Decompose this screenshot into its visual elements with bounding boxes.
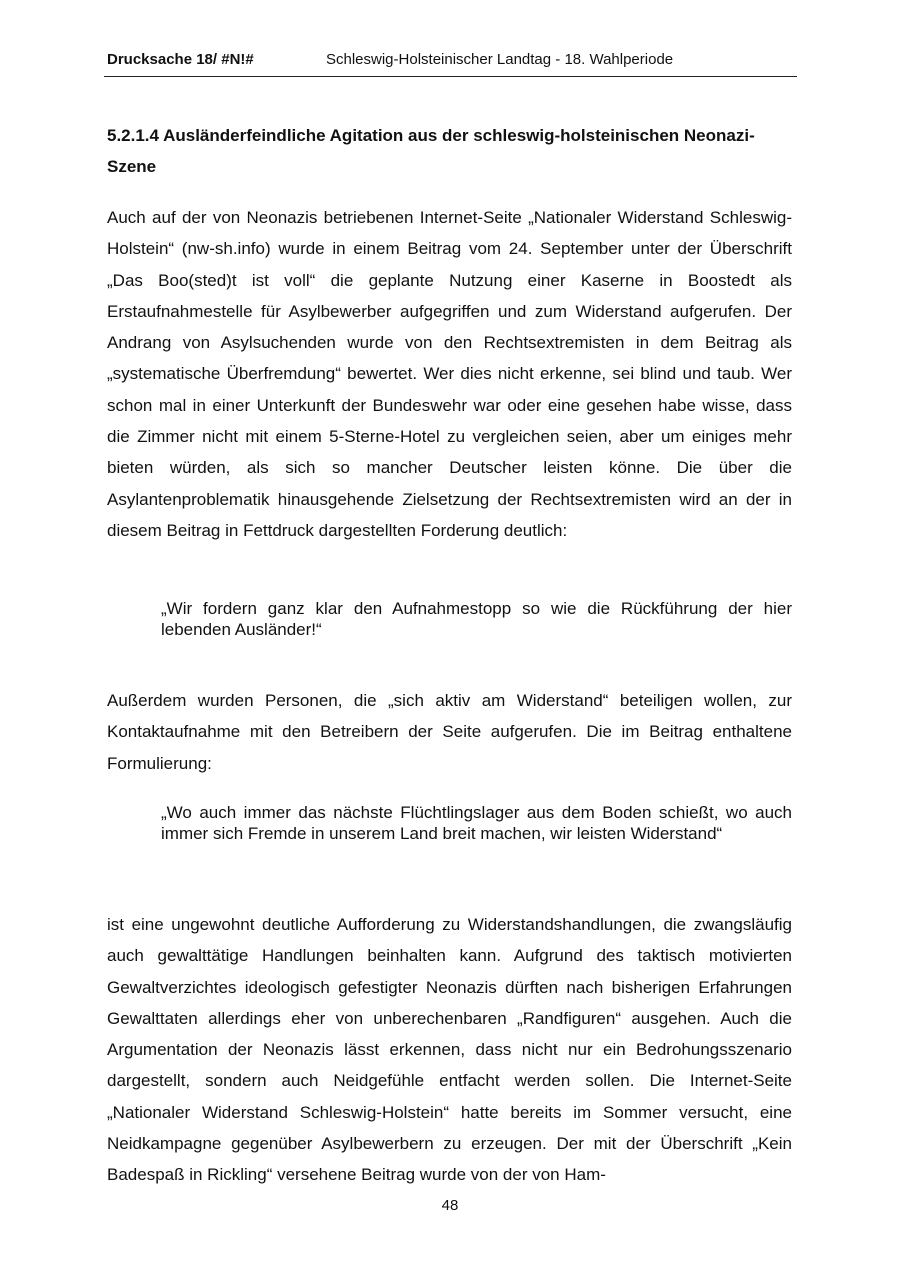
document-number: Drucksache 18/ #N!# [107, 51, 254, 68]
paragraph-3: ist eine ungewohnt deutliche Aufforderung zu Widerstandshandlungen, die zwangsläufig auch gewalttätige Handlungen beinhalten kann. Aufgrund des taktisch motivierten Gewaltverzichtes ideologisch gefestigter Neonazis dürften nach bisherigen Erfahrungen Gewalttaten allerdings eher von unberechenbaren „Randfiguren“ ausgehen. Auch die Argumentation der Neonazis lässt erkennen, dass nicht nur ein Bedrohungsszenario dargestellt, sondern auch Neidgefühle entfacht werden sollen. Die Internet-Seite „Nationaler Widerstand Schleswig-Holstein“ hatte bereits im Sommer versucht, eine Neidkampagne gegenüber Asylbewerbern zu erzeugen. Der mit der Überschrift „Kein Badespaß in Rickling“ versehene Beitrag wurde von der von Ham- [107, 915, 792, 1185]
page-number: 48 [441, 1197, 459, 1214]
quote-1: „Wir fordern ganz klar den Aufnahmestopp so wie die Rückführung der hier lebenden Ausländer!“ [161, 599, 792, 639]
section-heading: 5.2.1.4 Ausländerfeindliche Agitation aus der schleswig-holsteinischen Neonazi-Szene [107, 126, 755, 176]
page-header [104, 50, 796, 70]
paragraph-2: Außerdem wurden Personen, die „sich aktiv am Widerstand“ beteiligen wollen, zur Kontaktaufnahme mit den Betreibern der Seite aufgerufen. Die im Beitrag enthaltene Formulierung: [107, 691, 792, 773]
quote-2: „Wo auch immer das nächste Flüchtlingslager aus dem Boden schießt, wo auch immer sich Fremde in unserem Land breit machen, wir leisten Widerstand“ [161, 803, 792, 843]
parliament-title: Schleswig-Holsteinischer Landtag - 18. Wahlperiode [326, 51, 674, 68]
paragraph-1: Auch auf der von Neonazis betriebenen Internet-Seite „Nationaler Widerstand Schleswig-Holstein“ (nw-sh.info) wurde in einem Beitrag vom 24. September unter der Überschrift „Das Boo(sted)t ist voll“ die geplante Nutzung einer Kaserne in Boostedt als Erstaufnahmestelle für Asylbewerber aufgegriffen und zum Widerstand aufgerufen. Der Andrang von Asylsuchenden wurde von den Rechtsextremisten in dem Beitrag als „systematische Überfremdung“ bewertet. Wer dies nicht erkenne, sei blind und taub. Wer schon mal in einer Unterkunft der Bundeswehr war oder eine gesehen habe wisse, dass die Zimmer nicht mit einem 5-Sterne-Hotel zu vergleichen seien, aber um einiges mehr bieten würden, als sich so mancher Deutscher leisten könne. Die über die Asylantenproblematik hinausgehende Zielsetzung der Rechtsextremisten wird an der in diesem Beitrag in Fettdruck dargestellten Forderung deutlich: [107, 208, 792, 540]
header-divider [104, 76, 797, 77]
